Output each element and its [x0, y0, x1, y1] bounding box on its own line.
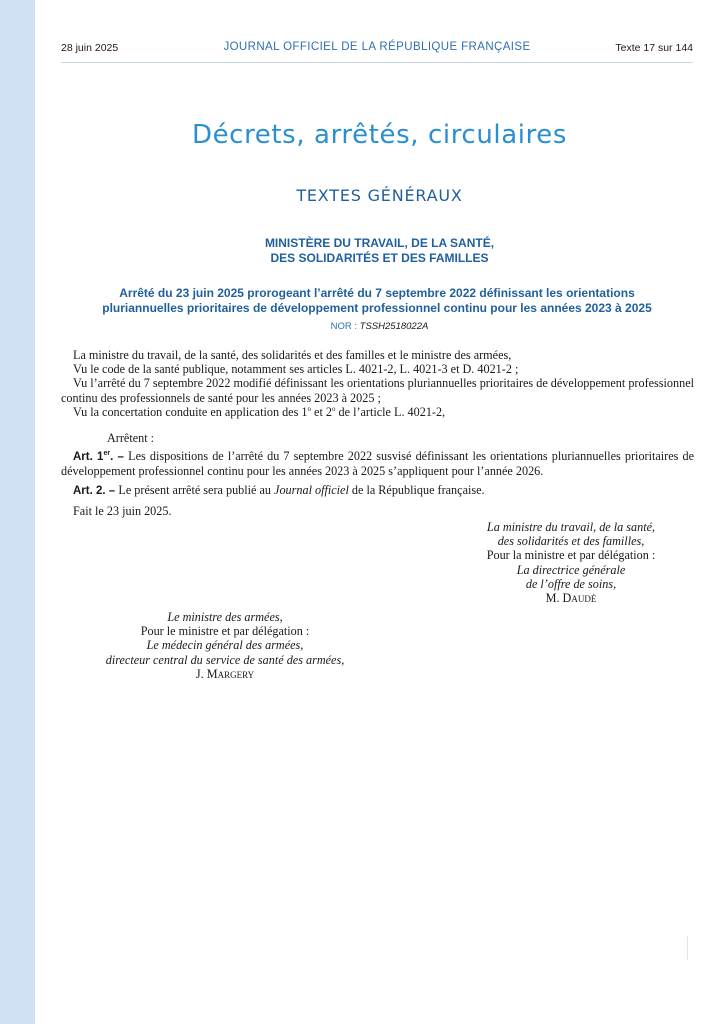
- fait-le: Fait le 23 juin 2025.: [73, 503, 172, 518]
- vu3-sup-2: o: [331, 404, 336, 413]
- article-1-dash: . –: [110, 451, 129, 464]
- sig1-line-4: La directrice générale: [516, 562, 626, 577]
- article-1-text: Les dispositions de l’arrêté du 7 septembre 2022 susvisé définissant les orientations pluriannuelles prioritaires de développement professionnel continu pour les années 2023 à 2025 s’appliquent pour l’année 2026.: [61, 449, 694, 479]
- sig2-line-2: Pour le ministre et par délégation :: [140, 624, 310, 639]
- article-2-journal-italic: Journal officiel: [274, 482, 349, 497]
- vu3-part-c: de l’article L. 4021-2,: [335, 404, 446, 419]
- vu-paragraph-1: Vu le code de la santé publique, notamment ses articles L. 4021-2, L. 4021-3 et D. 4021-2 ;: [73, 362, 519, 377]
- sig2-line-3: Le médecin général des armées,: [146, 638, 304, 653]
- article-1-label-text: Art. 1: [73, 451, 104, 464]
- vu3-part-b: et 2: [310, 404, 332, 419]
- sig1-line-5: de l’offre de soins,: [525, 576, 617, 591]
- article-1-sup: er: [103, 450, 111, 458]
- sig1-signatory-name: [441, 591, 701, 605]
- sig1-line-3: Pour la ministre et par délégation :: [486, 548, 656, 563]
- ministry-name: [35, 236, 724, 266]
- signature-ministre-sante: [441, 520, 701, 605]
- nor-code: TSSH2518022A: [359, 321, 429, 332]
- page-header: [61, 42, 693, 60]
- nor-label: NOR :: [330, 321, 360, 332]
- ministry-line-1: MINISTÈRE DU TRAVAIL, DE LA SANTÉ,: [264, 236, 495, 250]
- sig2-line-4: directeur central du service de santé des armées,: [105, 652, 345, 667]
- arrete-title-line-2: pluriannuelles prioritaires de développement professionnel continu pour les années 2023 à 2025: [102, 301, 652, 315]
- article-2: [61, 483, 694, 498]
- arrete-body: [61, 348, 694, 518]
- article-1-label: [73, 451, 128, 463]
- sig2-name-initial: J. M: [195, 666, 218, 681]
- vu3-part-a: Vu la concertation conduite en application des 1: [73, 404, 308, 419]
- signature-ministre-armees: [35, 610, 415, 681]
- section-title: Décrets, arrêtés, circulaires: [191, 120, 568, 150]
- document-page: [35, 0, 724, 1024]
- arrete-title-line-1: Arrêté du 23 juin 2025 prorogeant l’arrêté du 7 septembre 2022 définissant les orientations: [119, 286, 635, 300]
- header-journal-title: JOURNAL OFFICIEL DE LA RÉPUBLIQUE FRANÇAISE: [223, 41, 531, 53]
- ministry-line-2: DES SOLIDARITÉS ET DES FAMILLES: [270, 251, 489, 265]
- vu3-sup-1: o: [307, 404, 311, 413]
- sig1-line-2: des solidarités et des familles,: [497, 534, 645, 549]
- sig2-line-1: Le ministre des armées,: [167, 610, 283, 624]
- article-2-text-b: de la République française.: [348, 482, 485, 497]
- nor-reference: [35, 321, 724, 332]
- vu-paragraph-2: Vu l’arrêté du 7 septembre 2022 modifié définissant les orientations pluriannuelles prioritaires de développement professionnel continu des professionnels de santé pour les années 2023 à 2025 ;: [61, 376, 694, 405]
- sig2-name-rest: argery: [217, 666, 255, 681]
- side-band: [0, 0, 35, 1024]
- vu-paragraph-3: [61, 405, 694, 419]
- page-corner-mark: [687, 936, 688, 960]
- sig1-name-rest: audé: [571, 591, 597, 606]
- article-2-text-a: Le présent arrêté sera publié au: [118, 482, 275, 497]
- arrete-title: [57, 286, 697, 316]
- sig2-signatory-name: [35, 667, 415, 681]
- sig1-line-1: La ministre du travail, de la santé,: [486, 520, 656, 534]
- sig1-name-initial: M. D: [545, 591, 572, 606]
- article-1: [61, 449, 694, 478]
- article-2-label: Art. 2. –: [73, 484, 119, 497]
- header-divider: [61, 62, 693, 63]
- header-text-number: Texte 17 sur 144: [615, 42, 693, 54]
- header-date: 28 juin 2025: [61, 42, 119, 54]
- arretent: Arrêtent :: [107, 431, 155, 446]
- subsection-title: TEXTES GÉNÉRAUX: [296, 186, 463, 205]
- intro-paragraph: La ministre du travail, de la santé, des solidarités et des familles et le ministre des armées,: [73, 348, 512, 362]
